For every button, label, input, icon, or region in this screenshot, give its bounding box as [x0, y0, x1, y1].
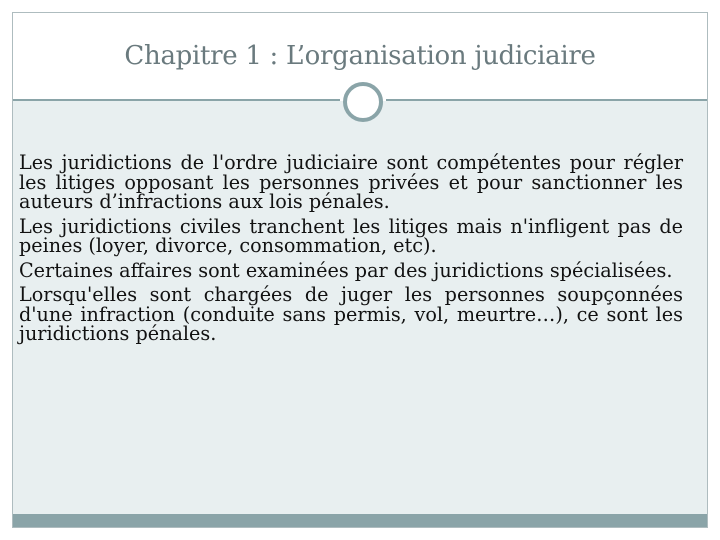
divider-line-left — [13, 99, 340, 101]
bottom-bar — [13, 514, 707, 527]
body-text — [19, 153, 683, 349]
paragraph-3: Certaines affaires sont examinées par des juridictions spécialisées. — [19, 258, 673, 282]
slide-title: Chapitre 1 : L’organisation judiciaire — [124, 41, 596, 71]
divider-line-right — [386, 99, 707, 101]
content-area — [13, 101, 707, 514]
paragraph-1: Les juridictions de l'ordre judiciaire sont compétentes pour régler les litiges opposant les personnes privées et pour sanctionner les auteurs d’infractions aux lois pénales. — [19, 151, 683, 213]
paragraph-2: Les juridictions civiles tranchent les litiges mais n'infligent pas de peines (loyer, divorce, consommation, etc). — [19, 214, 683, 257]
paragraph-4: Lorsqu'elles sont chargées de juger les personnes soupçonnées d'une infraction (conduite sans permis, vol, meurtre…), ce sont les juridictions pénales. — [19, 283, 683, 345]
circle-ring-icon — [343, 82, 383, 122]
slide-frame — [12, 12, 708, 528]
